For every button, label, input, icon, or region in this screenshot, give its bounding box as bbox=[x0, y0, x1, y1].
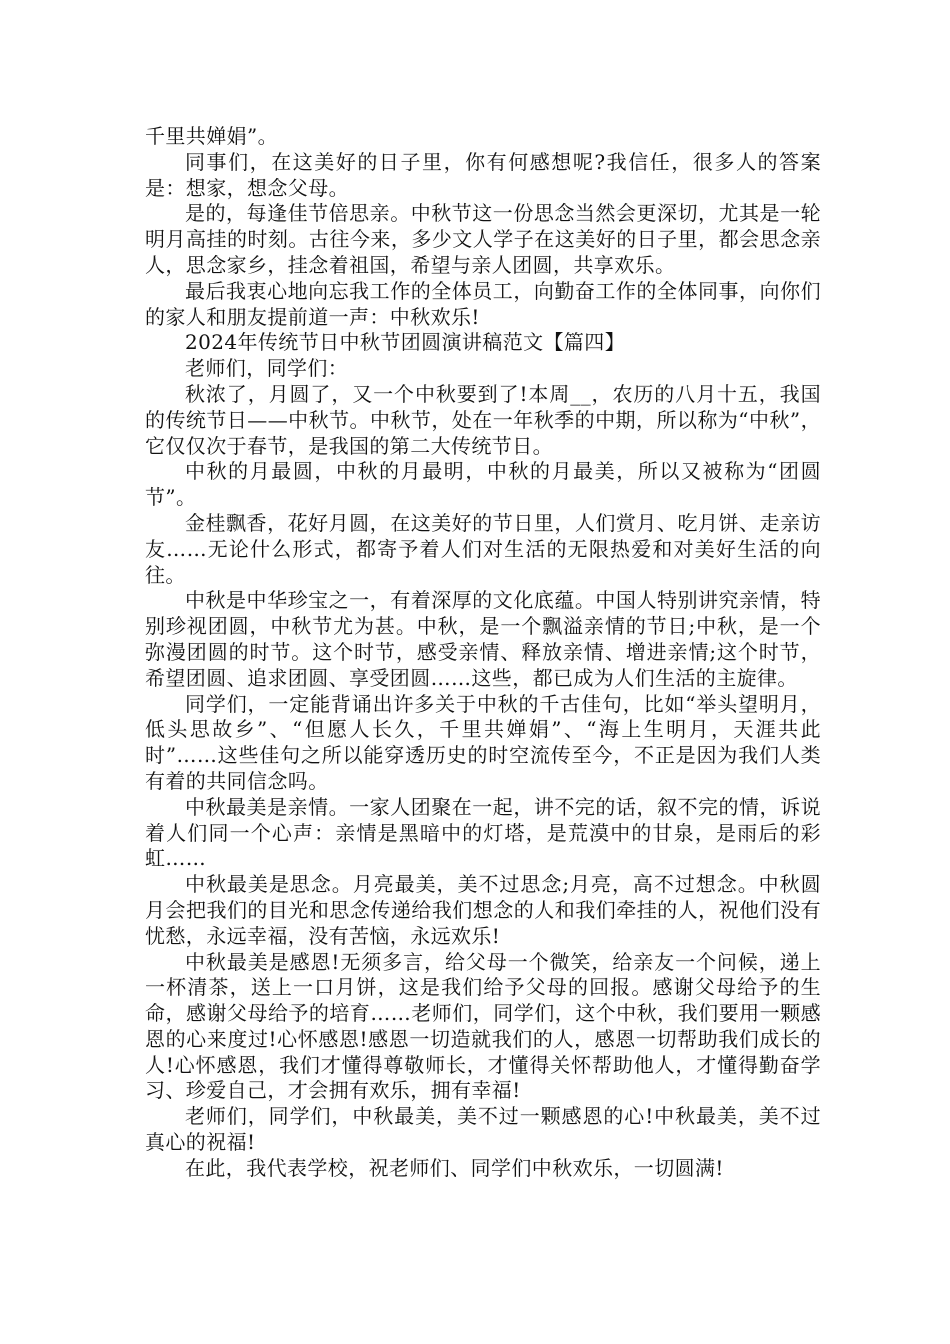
paragraph: 同事们，在这美好的日子里，你有何感想呢?我信任，很多人的答案是：想家，想念父母。 bbox=[145, 149, 821, 200]
paragraph: 老师们，同学们，中秋最美，美不过一颗感恩的心!中秋最美，美不过真心的祝福! bbox=[145, 1104, 821, 1155]
paragraph: 同学们，一定能背诵出许多关于中秋的千古佳句，比如“举头望明月，低头思故乡”、“但愿人长久，千里共婵娟”、“海上生明月，天涯共此时”……这些佳句之所以能穿透历史的时空流传至今，不正是因为我们人类有着的共同信念吗。 bbox=[145, 691, 821, 793]
paragraph-continuation: 千里共婵娟”。 bbox=[145, 124, 279, 148]
paragraph: 中秋的月最圆，中秋的月最明，中秋的月最美，所以又被称为“团圆节”。 bbox=[145, 459, 821, 510]
paragraph: 金桂飘香，花好月圆，在这美好的节日里，人们赏月、吃月饼、走亲访友……无论什么形式，都寄予着人们对生活的无限热爱和对美好生活的向往。 bbox=[145, 510, 821, 587]
paragraph: 中秋最美是亲情。一家人团聚在一起，讲不完的话，叙不完的情，诉说着人们同一个心声：亲情是黑暗中的灯塔，是荒漠中的甘泉，是雨后的彩虹…… bbox=[145, 794, 821, 871]
paragraph: 中秋最美是思念。月亮最美，美不过思念;月亮，高不过想念。中秋圆月会把我们的目光和思念传递给我们想念的人和我们牵挂的人，祝他们没有忧愁，永远幸福，没有苦恼，永远欢乐! bbox=[145, 872, 821, 948]
paragraph: 最后我衷心地向忘我工作的全体员工，向勤奋工作的全体同事，向你们的家人和朋友提前道一声：中秋欢乐! bbox=[145, 278, 821, 329]
section-heading: 2024年传统节日中秋节团圆演讲稿范文【篇四】 bbox=[185, 330, 626, 355]
salutation: 老师们，同学们： bbox=[185, 356, 349, 381]
paragraph: 在此，我代表学校，祝老师们、同学们中秋欢乐，一切圆满! bbox=[185, 1155, 724, 1180]
paragraph: 中秋是中华珍宝之一，有着深厚的文化底蕴。中国人特别讲究亲情，特别珍视团圆，中秋节尤为甚。中秋，是一个飘溢亲情的节日;中秋，是一个弥漫团圆的时节。这个时节，感受亲情、释放亲情、增进亲情;这个时节，希望团圆、追求团圆、享受团圆……这些，都已成为人们生活的主旋律。 bbox=[145, 588, 821, 690]
document-body bbox=[145, 124, 821, 1182]
paragraph: 是的，每逢佳节倍思亲。中秋节这一份思念当然会更深切，尤其是一轮明月高挂的时刻。古往今来，多少文人学子在这美好的日子里，都会思念亲人，思念家乡，挂念着祖国，希望与亲人团圆，共享欢乐。 bbox=[145, 201, 821, 277]
paragraph: 中秋最美是感恩!无须多言，给父母一个微笑，给亲友一个问候，递上一杯清茶，送上一口月饼，这是我们给予父母的回报。感谢父母给予的生命，感谢父母给予的培育……老师们，同学们，这个中秋，我们要用一颗感恩的心来度过!心怀感恩!感恩一切造就我们的人，感恩一切帮助我们成长的人!心怀感恩，我们才懂得尊敬师长，才懂得关怀帮助他人，才懂得勤奋学习、珍爱自己，才会拥有欢乐，拥有幸福! bbox=[145, 949, 821, 1103]
paragraph: 秋浓了，月圆了，又一个中秋要到了!本周__，农历的八月十五，我国的传统节日——中秋节。中秋节，处在一年秋季的中期，所以称为“中秋”，它仅仅次于春节，是我国的第二大传统节日。 bbox=[145, 381, 821, 458]
